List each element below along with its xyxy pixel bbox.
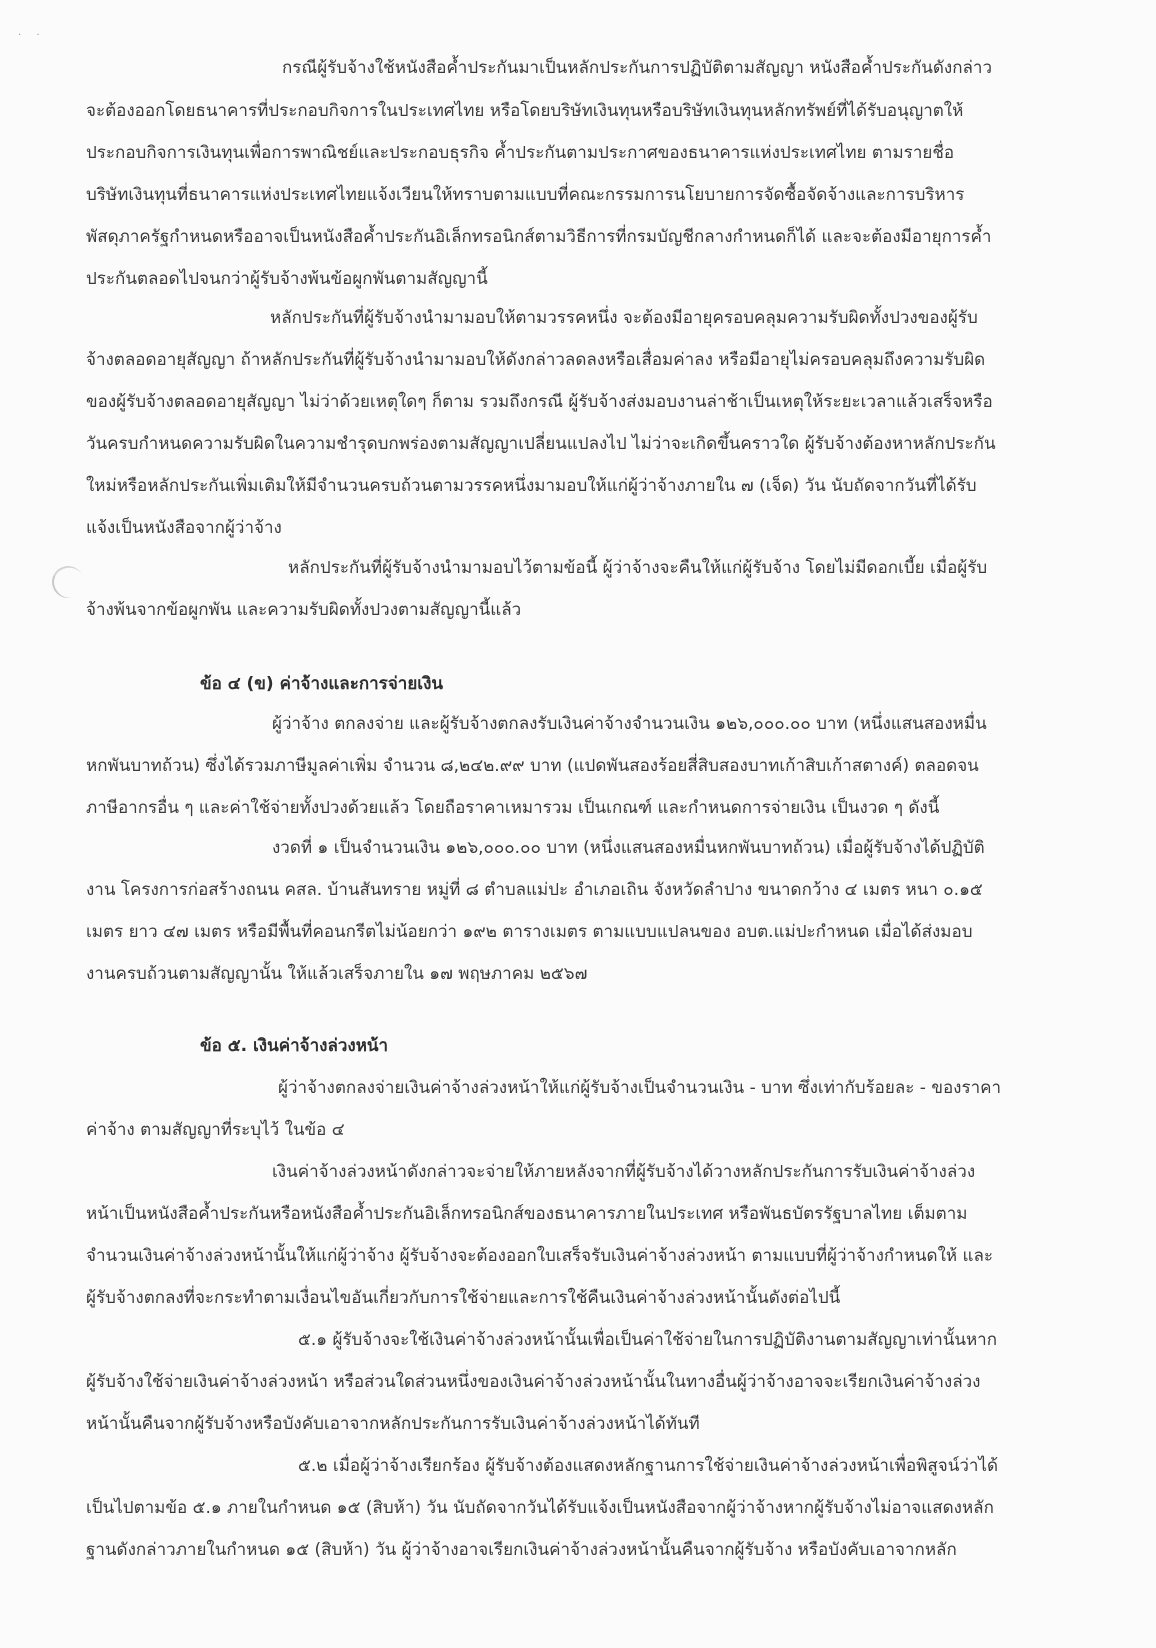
text-line: ผู้ว่าจ้างตกลงจ่ายเงินค่าจ้างล่วงหน้าให้แก่ผู้รับจ้างเป็นจำนวนเงิน - บาท ซึ่งเท่ากับร้อยละ - ของราคา (278, 1078, 1002, 1098)
punch-hole-mark (47, 561, 88, 602)
text-line: กรณีผู้รับจ้างใช้หนังสือค้ำประกันมาเป็นหลักประกันการปฏิบัติตามสัญญา หนังสือค้ำประกันดังกล่าว (282, 58, 993, 78)
text-line: พัสดุภาครัฐกำหนดหรืออาจเป็นหนังสือค้ำประกันอิเล็กทรอนิกส์ตามวิธีการที่กรมบัญชีกลางกำหนดก็ได้ และจะต้องมีอายุการค้ำ (86, 227, 992, 247)
text-line: ประกันตลอดไปจนกว่าผู้รับจ้างพ้นข้อผูกพันตามสัญญานี้ (86, 269, 488, 289)
text-line: ๕.๑ ผู้รับจ้างจะใช้เงินค่าจ้างล่วงหน้านั้นเพื่อเป็นค่าใช้จ่ายในการปฏิบัติงานตามสัญญาเท่านั้นหาก (298, 1330, 998, 1350)
section-heading: ข้อ ๔ (ข) ค่าจ้างและการจ่ายเงิน (200, 674, 444, 694)
scan-specks: · · (18, 30, 46, 41)
text-line: ฐานดังกล่าวภายในกำหนด ๑๕ (สิบห้า) วัน ผู้ว่าจ้างอาจเรียกเงินค่าจ้างล่วงหน้านั้นคืนจากผู้รับจ้าง หรือบังคับเอาจากหลัก (86, 1540, 957, 1560)
text-line: วันครบกำหนดความรับผิดในความชำรุดบกพร่องตามสัญญาเปลี่ยนแปลงไป ไม่ว่าจะเกิดขึ้นคราวใด ผู้รับจ้างต้องหาหลักประกัน (86, 434, 996, 454)
text-line: ผู้ว่าจ้าง ตกลงจ่าย และผู้รับจ้างตกลงรับเงินค่าจ้างจำนวนเงิน ๑๒๖,๐๐๐.๐๐ บาท (หนึ่งแสนสองหมื่น (272, 714, 987, 734)
text-line: หกพันบาทถ้วน) ซึ่งได้รวมภาษีมูลค่าเพิ่ม จำนวน ๘,๒๔๒.๙๙ บาท (แปดพันสองร้อยสี่สิบสองบาทเก้าสิบเก้าสตางค์) ตลอดจน (86, 756, 979, 776)
text-line: ผู้รับจ้างตกลงที่จะกระทำตามเงื่อนไขอันเกี่ยวกับการใช้จ่ายและการใช้คืนเงินค่าจ้างล่วงหน้านั้นดังต่อไปนี้ (86, 1288, 841, 1308)
text-line: ประกอบกิจการเงินทุนเพื่อการพาณิชย์และประกอบธุรกิจ ค้ำประกันตามประกาศของธนาคารแห่งประเทศไทย ตามรายชื่อ (86, 143, 955, 163)
text-line: หลักประกันที่ผู้รับจ้างนำมามอบไว้ตามข้อนี้ ผู้ว่าจ้างจะคืนให้แก่ผู้รับจ้าง โดยไม่มีดอกเบี้ย เมื่อผู้รับ (288, 558, 988, 578)
text-line: แจ้งเป็นหนังสือจากผู้ว่าจ้าง (86, 518, 282, 538)
text-line: จะต้องออกโดยธนาคารที่ประกอบกิจการในประเทศไทย หรือโดยบริษัทเงินทุนหรือบริษัทเงินทุนหลักทรัพย์ที่ได้รับอนุญาตให้ (86, 101, 964, 121)
text-line: จำนวนเงินค่าจ้างล่วงหน้านั้นให้แก่ผู้ว่าจ้าง ผู้รับจ้างจะต้องออกใบเสร็จรับเงินค่าจ้างล่วงหน้า ตามแบบที่ผู้ว่าจ้างกำหนดให้ และ (86, 1246, 994, 1266)
text-line: งวดที่ ๑ เป็นจำนวนเงิน ๑๒๖,๐๐๐.๐๐ บาท (หนึ่งแสนสองหมื่นหกพันบาทถ้วน) เมื่อผู้รับจ้างได้ปฏิบัติ (272, 838, 985, 858)
text-line: หน้านั้นคืนจากผู้รับจ้างหรือบังคับเอาจากหลักประกันการรับเงินค่าจ้างล่วงหน้าได้ทันที (86, 1414, 700, 1434)
text-line: จ้างพ้นจากข้อผูกพัน และความรับผิดทั้งปวงตามสัญญานี้แล้ว (86, 600, 522, 620)
text-line: งานครบถ้วนตามสัญญานั้น ให้แล้วเสร็จภายใน ๑๗ พฤษภาคม ๒๕๖๗ (86, 964, 588, 984)
text-line: ค่าจ้าง ตามสัญญาที่ระบุไว้ ในข้อ ๔ (86, 1120, 345, 1140)
text-line: ๕.๒ เมื่อผู้ว่าจ้างเรียกร้อง ผู้รับจ้างต้องแสดงหลักฐานการใช้จ่ายเงินค่าจ้างล่วงหน้าเพื่อพิสูจน์ว่าได้ (298, 1456, 999, 1476)
text-line: เป็นไปตามข้อ ๕.๑ ภายในกำหนด ๑๕ (สิบห้า) วัน นับถัดจากวันได้รับแจ้งเป็นหนังสือจากผู้ว่าจ้างหากผู้รับจ้างไม่อาจแสดงหลัก (86, 1498, 994, 1518)
text-line: ใหม่หรือหลักประกันเพิ่มเติมให้มีจำนวนครบถ้วนตามวรรคหนึ่งมามอบให้แก่ผู้ว่าจ้างภายใน ๗ (เจ็ด) วัน นับถัดจากวันที่ได้รับ (86, 476, 977, 496)
text-line: เงินค่าจ้างล่วงหน้าดังกล่าวจะจ่ายให้ภายหลังจากที่ผู้รับจ้างได้วางหลักประกันการรับเงินค่าจ้างล่วง (272, 1162, 976, 1182)
text-line: งาน โครงการก่อสร้างถนน คสล. บ้านสันทราย หมู่ที่ ๘ ตำบลแม่ปะ อำเภอเถิน จังหวัดลำปาง ขนาดกว้าง ๔ เมตร หนา ๐.๑๕ (86, 880, 983, 900)
text-line: หลักประกันที่ผู้รับจ้างนำมามอบให้ตามวรรคหนึ่ง จะต้องมีอายุครอบคลุมความรับผิดทั้งปวงของผู้รับ (270, 308, 978, 328)
text-line: ผู้รับจ้างใช้จ่ายเงินค่าจ้างล่วงหน้า หรือส่วนใดส่วนหนึ่งของเงินค่าจ้างล่วงหน้านั้นในทางอื่นผู้ว่าจ้างอาจจะเรียกเงินค่าจ้างล่วง (86, 1372, 981, 1392)
text-line: ของผู้รับจ้างตลอดอายุสัญญา ไม่ว่าด้วยเหตุใดๆ ก็ตาม รวมถึงกรณี ผู้รับจ้างส่งมอบงานล่าช้าเป็นเหตุให้ระยะเวลาแล้วเสร็จหรือ (86, 392, 993, 412)
section-heading: ข้อ ๕. เงินค่าจ้างล่วงหน้า (200, 1036, 389, 1056)
text-line: หน้าเป็นหนังสือค้ำประกันหรือหนังสือค้ำประกันอิเล็กทรอนิกส์ของธนาคารภายในประเทศ หรือพันธบัตรรัฐบาลไทย เต็มตาม (86, 1204, 968, 1224)
text-line: บริษัทเงินทุนที่ธนาคารแห่งประเทศไทยแจ้งเวียนให้ทราบตามแบบที่คณะกรรมการนโยบายการจัดซื้อจัดจ้างและการบริหาร (86, 185, 965, 205)
text-line: เมตร ยาว ๔๗ เมตร หรือมีพื้นที่คอนกรีตไม่น้อยกว่า ๑๙๒ ตารางเมตร ตามแบบแปลนของ อบต.แม่ปะกำหนด เมื่อได้ส่งมอบ (86, 922, 973, 942)
text-line: จ้างตลอดอายุสัญญา ถ้าหลักประกันที่ผู้รับจ้างนำมามอบให้ดังกล่าวลดลงหรือเสื่อมค่าลง หรือมีอายุไม่ครอบคลุมถึงความรับผิด (86, 350, 986, 370)
text-line: ภาษีอากรอื่น ๆ และค่าใช้จ่ายทั้งปวงด้วยแล้ว โดยถือราคาเหมารวม เป็นเกณฑ์ และกำหนดการจ่ายเงิน เป็นงวด ๆ ดังนี้ (86, 798, 940, 818)
